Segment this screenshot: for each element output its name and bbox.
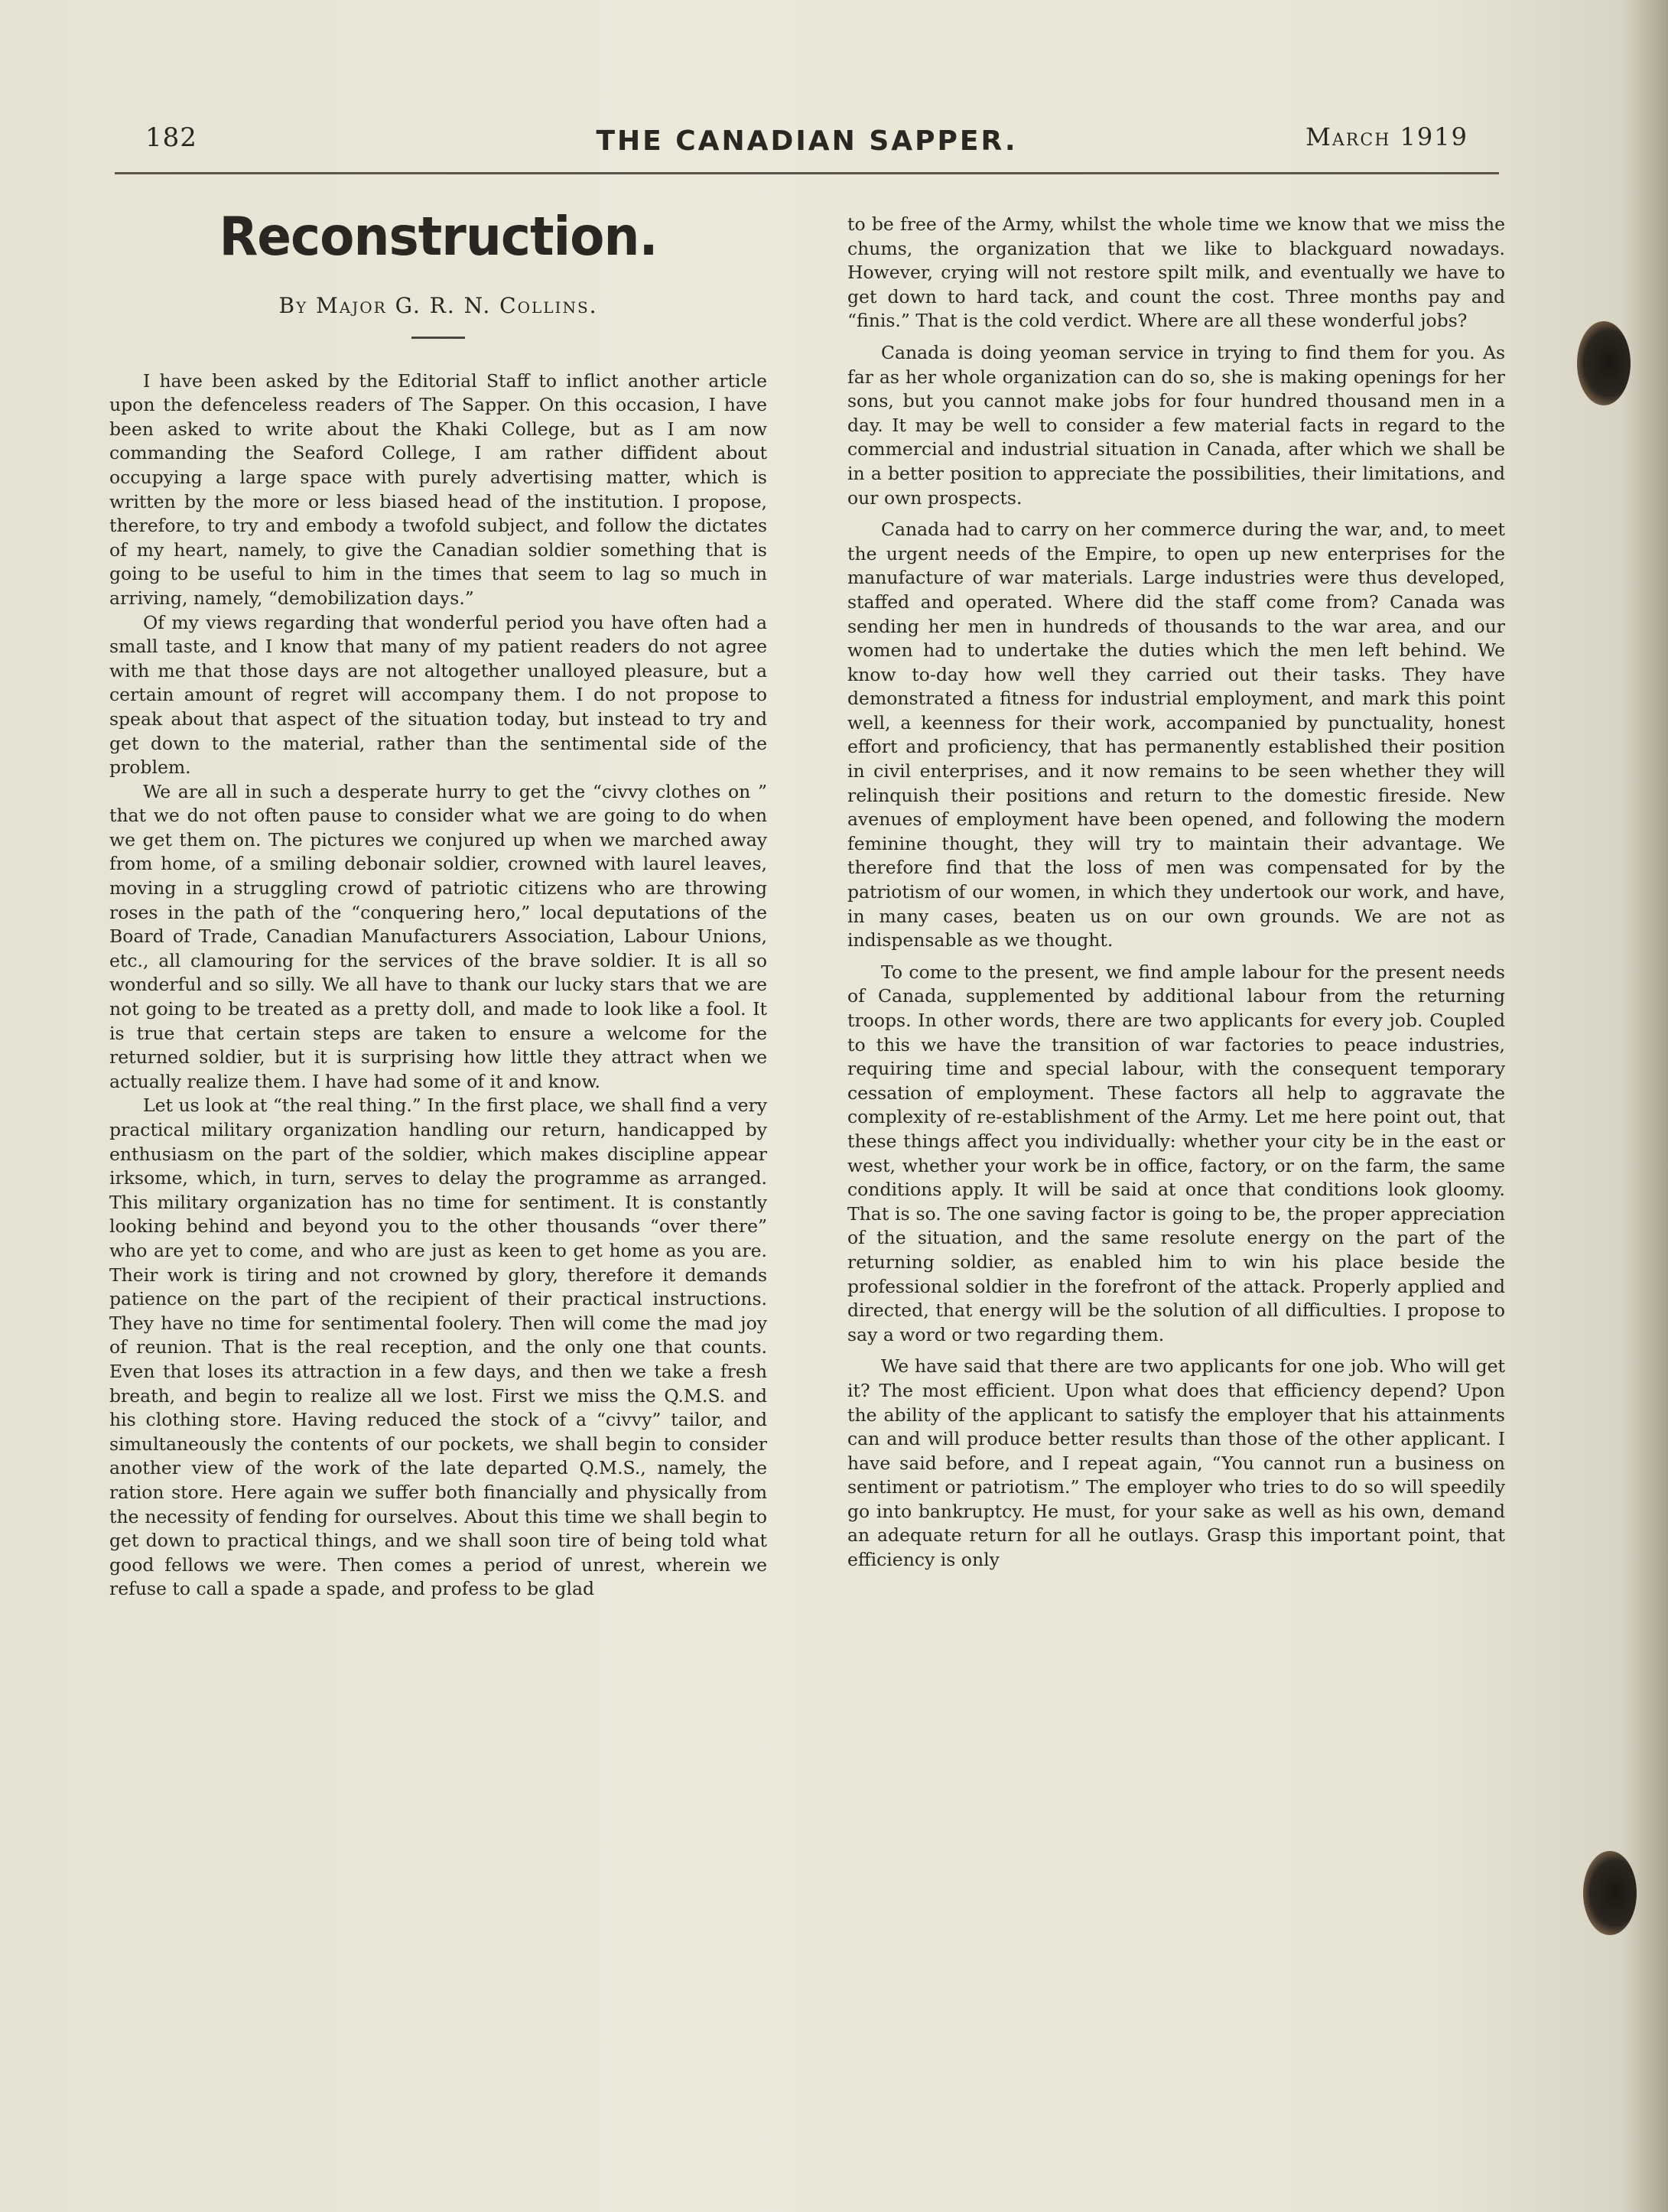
- paragraph: Let us look at “the real thing.” In the first place, we shall find a very practical military organization handling our return, handicapped by enthusiasm on the part of the soldier, which makes discipline appear irksome, which, in turn, serves to delay the programme as arranged. This military organization has no time for sentiment. It is constantly looking behind and beyond you to the other thousands “over there” who are yet to come, and who are just as keen to get home as you are. Their work is tiring and not crowned by glory, therefore it demands patience on the part of the recipient of their practical instructions. They have no time for sentimental foolery. Then will come the mad joy of reunion. That is the real reception, and the only one that counts. Even that loses its attraction in a few days, and then we take a fresh breath, and begin to realize all we lost. First we miss the Q.M.S. and his clothing store. Having reduced the stock of a “civvy” tailor, and simultaneously the contents of our pockets, we shall begin to consider another view of the work of the late departed Q.M.S., namely, the ration store. Here again we suffer both financially and physically from the necessity of fending for ourselves. About this time we shall begin to get down to practical things, and we shall soon tire of being told what good fellows we were. Then comes a period of unrest, wherein we refuse to call a spade a spade, and profess to be glad: [109, 1095, 767, 1600]
- paragraph: Of my views regarding that wonderful period you have often had a small taste, and I know that many of my patient readers do not agree with me that those days are not altogether unalloyed pleasure, but a certain amount of regret will accompany them. I do not propose to speak about that aspect of the situation today, but instead to try and get down to the material, rather than the sentimental side of the problem.: [109, 611, 767, 779]
- title-divider: [411, 337, 465, 339]
- paragraph: We are all in such a desperate hurry to get the “civvy clothes on ” that we do not often pause to consider what we are going to do when we get them on. The pictures we conjured up when we marched away from home, of a smiling debonair soldier, crowned with laurel leaves, moving in a struggling crowd of patriotic citizens who are throwing roses in the path of the “conquering hero,” local deputations of the Board of Trade, Canadian Manufacturers Association, Labour Unions, etc., all clamouring for the services of the brave soldier. It is all so wonderful and so silly. We all have to thank our lucky stars that we are not going to be treated as a pretty doll, and made to look like a fool. It is true that certain steps are taken to ensure a welcome for the returned soldier, but it is surprising how little they attract when we actually realize them. I have had some of it and know.: [109, 780, 767, 1092]
- paragraph: To come to the present, we find ample labour for the present needs of Canada, supplemented by additional labour from the returning troops. In other words, there are two applicants for every job. Coupled to this we have the transition of war factories to peace industries, requiring time and special labour, with the consequent temporary cessation of employment. These factors all help to aggravate the complexity of re-establishment of the Army. Let me here point out, that these things affect you individually: whether your city be in the east or west, whether your work be in office, factory, or on the farm, the same conditions apply. It will be said at once that conditions look gloomy. That is so. The one saving factor is going to be, the proper appreciation of the situation, and the same resolute energy on the part of the returning soldier, as enabled him to win his place beside the professional soldier in the forefront of the attack. Properly applied and directed, that energy will be the solution of all difficulties. I propose to say a word or two regarding them.: [847, 961, 1505, 1345]
- magazine-title: THE CANADIAN SAPPER.: [596, 125, 1018, 157]
- header-rule: [115, 172, 1499, 174]
- paragraph: We have said that there are two applicants for one job. Who will get it? The most efficient. Upon what does that efficiency depend? Upon the ability of the applicant to satisfy the employer that his attainments can and will produce better results than those of the other applicant. I have said before, and I repeat again, “You cannot run a business on sentiment or patriotism.” The employer who tries to do so will speedily go into bankruptcy. He must, for your sake as well as his own, demand an adequate return for all he outlays. Grasp this important point, that efficiency is only: [847, 1355, 1505, 1571]
- running-header: [145, 122, 1468, 168]
- issue-date: March 1919: [1305, 122, 1468, 151]
- page-number: 182: [145, 122, 197, 153]
- binder-hole-top: [1577, 321, 1631, 405]
- paragraph: Canada had to carry on her commerce during the war, and, to meet the urgent needs of the Empire, to open up new enterprises for the manufacture of war materials. Large industries were thus developed, staffed and operated. Where did the staff come from? Canada was sending her men in hundreds of thousands to the war area, and our women had to undertake the duties which the men left behind. We know to-day how well they carried out their tasks. They have demonstrated a fitness for industrial employment, and mark this point well, a keenness for their work, accompanied by punctuality, honest effort and proficiency, that has permanently established their position in civil enterprises, and it now remains to be seen whether they will relinquish their positions and return to the domestic fireside. New avenues of employment have been opened, and following the modern feminine thought, they will try to maintain their advantage. We therefore find that the loss of men was compensated for by the patriotism of our women, in which they undertook our work, and have, in many cases, beaten us on our own grounds. We are not as indispensable as we thought.: [847, 519, 1505, 951]
- right-column: [847, 213, 1505, 1573]
- paragraph: I have been asked by the Editorial Staff to inflict another article upon the defenceless readers of The Sapper. On this occasion, I have been asked to write about the Khaki College, but as I am now commanding the Seaford College, I am rather diffident about occupying a large space with purely advertising matter, which is written by the more or less biased head of the institution. I propose, therefore, to try and embody a twofold subject, and follow the dictates of my heart, namely, to give the Canadian soldier something that is going to be useful to him in the times that seem to lag so much in arriving, namely, “demobilization days.”: [109, 369, 767, 609]
- article-title: Reconstruction.: [219, 206, 658, 268]
- paragraph: Canada is doing yeoman service in trying to find them for you. As far as her whole organization can do so, she is making openings for her sons, but you cannot make jobs for four hundred thousand men in a day. It may be well to consider a few material facts in regard to the commercial and industrial situation in Canada, after which we shall be in a better position to appreciate the possibilities, their limitations, and our own prospects.: [847, 341, 1505, 509]
- binder-hole-bottom: [1583, 1851, 1637, 1935]
- byline: By Major G. R. N. Collins.: [278, 293, 598, 318]
- left-column: [109, 207, 767, 1602]
- paragraph: to be free of the Army, whilst the whole time we know that we miss the chums, the organization that we like to blackguard nowadays. However, crying will not restore spilt milk, and eventually we have to get down to hard tack, and count the cost. Three months pay and “finis.” That is the cold verdict. Where are all these wonderful jobs?: [847, 213, 1505, 332]
